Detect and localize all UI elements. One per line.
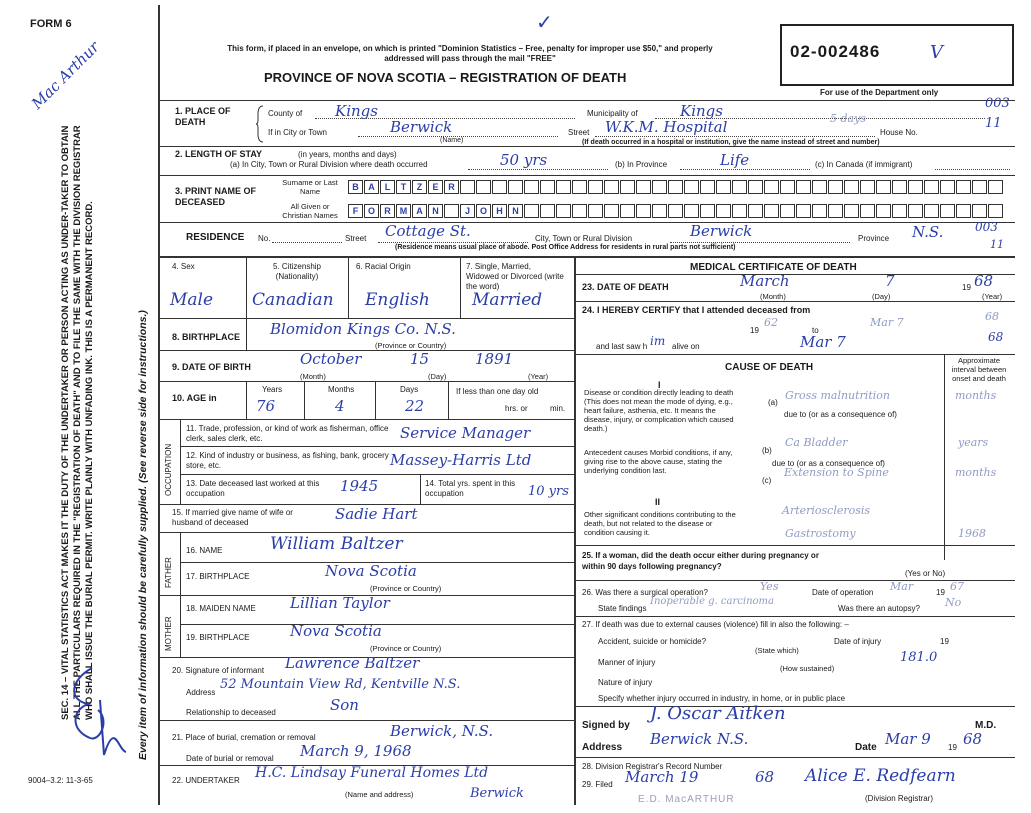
stay-province-value: Life (720, 151, 750, 169)
cause-c-interval: months (955, 466, 997, 479)
nature-label: Nature of injury (598, 678, 653, 687)
print-name-label: 3. PRINT NAME OF DECEASED (175, 186, 257, 207)
last-worked-label: 13. Date deceased last worked at this occupation (186, 479, 320, 498)
signed-by-label: Signed by (582, 720, 630, 731)
trade-label: 11. Trade, profession, or kind of work as fisherman, office clerk, sales clerk, etc. (186, 424, 389, 443)
postage-note: This form, if placed in an envelope, on which is printed "Dominion Statistics – Free, penalty for improper use $50," and properly addressed will pass through the mail "FREE" (227, 44, 713, 63)
year-hint: (Year) (528, 372, 549, 381)
residence-code-2: 11 (990, 238, 1004, 251)
name-cell (908, 180, 923, 194)
how-sustained-hint: (How sustained) (780, 664, 835, 673)
city-label: If in City or Town (268, 128, 327, 137)
mother-maiden: Lillian Taylor (290, 594, 390, 612)
att-to: Mar 7 (870, 316, 904, 329)
mother-birthplace: Nova Scotia (290, 622, 382, 640)
name-cell (780, 204, 795, 218)
surname-label: Surname or Last Name (282, 178, 338, 196)
op-year: 67 (950, 580, 964, 593)
death-day-hint: (Day) (872, 292, 891, 301)
name-cell (764, 204, 779, 218)
residence-province: N.S. (912, 223, 944, 241)
other-condition-2: Gastrostomy (785, 527, 856, 540)
months-label: Months (328, 385, 355, 394)
name-cell (892, 204, 907, 218)
name-cell (668, 204, 683, 218)
name-cell (988, 180, 1003, 194)
month-hint: (Month) (300, 372, 326, 381)
burial-date-label: Date of burial or removal (186, 754, 274, 763)
age-months: 4 (335, 397, 345, 415)
residence-city-label: City, Town or Rural Division (535, 234, 633, 243)
manner-label: Manner of injury (598, 658, 656, 667)
dept-use-label: For use of the Department only (820, 88, 939, 97)
residence-no-label: No. (258, 234, 271, 243)
informant-address: 52 Mountain View Rd, Kentville N.S. (220, 677, 461, 692)
stamp-days: 5 days (830, 112, 866, 125)
name-cell (540, 204, 555, 218)
name-hint: (Name) (440, 137, 464, 144)
sex-label: 4. Sex (172, 262, 195, 271)
other-condition-1: Arteriosclerosis (782, 504, 871, 517)
name-cell: N (428, 204, 443, 218)
citizenship-value: Canadian (252, 290, 334, 310)
occupation-side-label: OCCUPATION (164, 443, 173, 496)
name-cell: R (444, 180, 459, 194)
alive-year: 68 (988, 330, 1004, 344)
autopsy-label: Was there an autopsy? (838, 604, 920, 613)
part-two-label: II (655, 497, 661, 507)
other-interval: 1968 (958, 527, 986, 540)
name-cell: N (508, 204, 523, 218)
trade-value: Service Manager (400, 424, 531, 442)
province-country-hint: (Province or Country) (375, 341, 447, 350)
death-day: 7 (885, 272, 895, 290)
stay-province-label: (b) In Province (615, 160, 668, 169)
external-label: 27. If death was due to external causes (violence) fill in also the following: – (582, 620, 849, 629)
day-hint: (Day) (428, 372, 447, 381)
cause-b-label: (b) (762, 446, 772, 455)
name-cell (876, 180, 891, 194)
cause-b-interval: years (958, 436, 989, 449)
dob-label: 9. DATE OF BIRTH (172, 362, 251, 372)
page-title: PROVINCE OF NOVA SCOTIA – REGISTRATION OF DEATH (264, 70, 627, 85)
burial-date: March 9, 1968 (300, 742, 412, 760)
age-years: 76 (256, 397, 276, 415)
undertaker-sub: (Name and address) (345, 790, 414, 799)
injury-year-prefix: 19 (940, 637, 949, 646)
name-cell (940, 204, 955, 218)
cause-a-label: (a) (768, 398, 778, 407)
cause-c: Extension to Spine (784, 466, 889, 479)
name-cell (924, 204, 939, 218)
other-conditions-label: Other significant conditions contributing to the death, but not related to the disease or condition causing it. (584, 510, 736, 537)
name-cell (924, 180, 939, 194)
given-names-label: All Given or Christian Names (282, 202, 338, 220)
name-cell (716, 180, 731, 194)
industry-label: 12. Kind of industry or business, as fishing, bank, grocery store, etc. (186, 451, 389, 470)
name-cell: A (364, 180, 379, 194)
hrs-label: hrs. or (505, 404, 528, 413)
industry-value: Massey-Harris Ltd (390, 451, 532, 469)
name-cell (684, 180, 699, 194)
initials-signature (60, 660, 130, 760)
yes-no-hint: (Yes or No) (905, 569, 946, 578)
att-to-year: 68 (985, 310, 999, 323)
municipality-value: Kings (680, 102, 723, 120)
surgery-value: Yes (760, 580, 779, 593)
mother-province-hint: (Province or Country) (370, 644, 442, 653)
name-cell: M (396, 204, 411, 218)
father-birthplace: Nova Scotia (325, 562, 417, 580)
house-label: House No. (880, 128, 918, 137)
days-label: Days (400, 385, 419, 394)
name-cell (556, 204, 571, 218)
father-province-hint: (Province or Country) (370, 584, 442, 593)
mother-maiden-label: 18. MAIDEN NAME (186, 604, 256, 613)
name-cell (652, 180, 667, 194)
name-cell (764, 180, 779, 194)
burial-place: Berwick, N.S. (390, 722, 494, 740)
physician-address-label: Address (582, 742, 623, 753)
name-cell (652, 204, 667, 218)
street-label: Street (568, 128, 590, 137)
name-cell (780, 180, 795, 194)
specify-label: Specify whether injury occurred in industry, in home, or in public place (598, 694, 846, 703)
name-cell (892, 180, 907, 194)
name-cell (508, 180, 523, 194)
name-cell: J (460, 204, 475, 218)
name-cell (748, 204, 763, 218)
length-of-stay-label: 2. LENGTH OF STAY (175, 149, 263, 159)
municipality-code: 003 (985, 96, 1010, 111)
name-cell (636, 180, 651, 194)
last-saw-fill: im (650, 334, 666, 348)
cert-date: Mar 9 (885, 730, 931, 748)
name-cell (700, 180, 715, 194)
relationship-value: Son (330, 696, 359, 714)
residence-note: (Residence means usual place of abode. Post Office Address for residents in rural parts not sufficient) (395, 244, 736, 251)
name-cell (748, 180, 763, 194)
name-cell (956, 180, 971, 194)
cause-title: CAUSE OF DEATH (725, 362, 814, 373)
cause-a-interval: months (955, 389, 997, 402)
registrar-signature: Alice E. Redfearn (805, 766, 956, 786)
accident-label: Accident, suicide or homicide? (598, 637, 707, 646)
stay-city-value: 50 yrs (500, 151, 548, 169)
due-to-a: due to (or as a consequence of) (784, 410, 897, 419)
less-day-label: If less than one day old (456, 387, 539, 396)
municipality-label: Municipality of (587, 109, 638, 118)
undertaker-label: 22. UNDERTAKER (172, 776, 240, 785)
division-registrar-label: (Division Registrar) (865, 794, 934, 803)
filed-date: March 19 (625, 768, 699, 786)
name-cell: R (380, 204, 395, 218)
years-label: Years (262, 385, 283, 394)
surgery-label: 26. Was there a surgical operation? (582, 588, 708, 597)
name-cell (972, 180, 987, 194)
md-label: M.D. (975, 720, 997, 731)
marital-label: 7. Single, Married, Widowed or Divorced (write the word) (466, 262, 564, 291)
name-cell: L (380, 180, 395, 194)
pregnancy-label: 25. If a woman, did the death occur either during pregnancy or within 90 days following pregnancy? (582, 551, 819, 571)
filed-label: 29. Filed (582, 780, 613, 789)
sex-value: Male (170, 290, 214, 310)
residence-code: 003 (975, 220, 998, 234)
total-years-label: 14. Total yrs. spent in this occupation (425, 479, 516, 498)
att-from: 62 (764, 316, 778, 329)
residence-label: RESIDENCE (186, 232, 245, 243)
att-to-label: to (812, 326, 819, 335)
death-month-hint: (Month) (760, 292, 786, 301)
cause-a: Gross malnutrition (785, 389, 890, 402)
stay-city-label: (a) In City, Town or Rural Division where death occurred (230, 160, 428, 169)
name-cell (684, 204, 699, 218)
name-cell (604, 180, 619, 194)
certify-label: 24. I HEREBY CERTIFY that I attended deceased from (582, 305, 811, 315)
op-year-prefix: 19 (936, 588, 945, 597)
cert-year-prefix: 19 (948, 743, 957, 752)
birthplace-label: 8. BIRTHPLACE (172, 332, 241, 342)
dob-day: 15 (410, 350, 430, 368)
check-mark: ✓ (536, 12, 553, 34)
medical-title: MEDICAL CERTIFICATE OF DEATH (690, 262, 857, 273)
name-cell (524, 180, 539, 194)
given-names-grid (348, 204, 1004, 218)
op-date-label: Date of operation (812, 588, 874, 597)
spouse-label: 15. If married give name of wife or husband of deceased (172, 508, 293, 527)
death-year-hint: (Year) (982, 292, 1003, 301)
residence-street: Cottage St. (385, 222, 471, 240)
vertical-legal-notice: SEC. 14 – VITAL STATISTICS ACT MAKES IT THE DUTY OF THE UNDERTAKER OR PERSON ACTING AS UNDER-TAKER TO OBTAIN ALL THE PARTICULARS REQUIRED IN THE "REGISTRATION OF DEATH" AND TO FILE THE SAME WITH THE DIVISION REGISTRAR WHO SHALL ISSUE THE BURIAL PERMIT. WRITE PLAINLY WITH UNFADING INK. THIS IS A PERMANENT RECORD. (60, 125, 95, 720)
name-cell (876, 204, 891, 218)
name-cell (460, 180, 475, 194)
name-cell (668, 180, 683, 194)
racial-origin-value: English (365, 290, 430, 310)
findings-label: State findings (598, 604, 647, 613)
mother-birthplace-label: 19. BIRTHPLACE (186, 633, 250, 642)
name-cell (620, 204, 635, 218)
undertaker-addr: Berwick (470, 786, 524, 801)
brace-icon (255, 104, 265, 144)
name-cell: O (476, 204, 491, 218)
name-cell (956, 204, 971, 218)
cert-date-label: Date (855, 742, 877, 753)
antecedent-label: Antecedent causes Morbid conditions, if any, giving rise to the above cause, stating the underlying condition last. (584, 448, 733, 475)
father-name: William Baltzer (270, 534, 403, 554)
name-cell (940, 180, 955, 194)
marital-value: Married (472, 290, 543, 310)
father-birthplace-label: 17. BIRTHPLACE (186, 572, 250, 581)
record-number-label: 28. Division Registrar's Record Number (582, 762, 723, 771)
name-cell (812, 180, 827, 194)
name-cell (588, 180, 603, 194)
dob-month: October (300, 350, 362, 368)
direct-cause-label: Disease or condition directly leading to death (This does not mean the mode of dying, e.g., heart failure, asthenia, etc. It means the disease, injury, or complication which caused death.) (584, 388, 734, 433)
total-years-value: 10 yrs (528, 484, 569, 499)
name-cell: Z (412, 180, 427, 194)
min-label: min. (550, 404, 566, 413)
name-cell (860, 204, 875, 218)
informant-signature: Lawrence Baltzer (285, 654, 420, 672)
registrar-stamp: E.D. MacARTHUR (638, 794, 735, 805)
burial-place-label: 21. Place of burial, cremation or removal (172, 733, 316, 742)
name-cell (572, 180, 587, 194)
cause-c-label: (c) (762, 476, 772, 485)
name-cell (860, 180, 875, 194)
father-name-label: 16. NAME (186, 546, 223, 555)
age-days: 22 (405, 397, 425, 415)
manner-code: 181.0 (900, 650, 938, 665)
name-cell (636, 204, 651, 218)
name-cell (812, 204, 827, 218)
interval-label: Approximate interval between onset and death (951, 356, 1007, 383)
racial-origin-label: 6. Racial Origin (356, 262, 411, 271)
name-cell (828, 180, 843, 194)
state-which-hint: (State which) (755, 646, 799, 655)
name-cell: A (412, 204, 427, 218)
death-year-prefix: 19 (962, 283, 971, 292)
stay-canada-label: (c) In Canada (if immigrant) (815, 160, 913, 169)
part-one-label: I (658, 380, 661, 390)
name-cell (556, 180, 571, 194)
birthplace-value: Blomidon Kings Co. N.S. (270, 320, 456, 338)
name-cell: B (348, 180, 363, 194)
hospital-note: (If death occurred in a hospital or institution, give the name instead of street and number) (582, 139, 880, 146)
form-code: 9004–3.2: 11-3-65 (28, 776, 93, 785)
citizenship-label: 5. Citizenship (Nationality) (272, 262, 322, 281)
cause-b: Ca Bladder (785, 436, 848, 449)
name-cell (540, 180, 555, 194)
death-month: March (740, 272, 790, 290)
cert-year: 68 (963, 730, 983, 748)
due-to-b: due to (or as a consequence of) (772, 459, 885, 468)
physician-address: Berwick N.S. (650, 730, 749, 748)
informant-signature-label: 20. Signature of informant (172, 666, 265, 675)
name-cell (972, 204, 987, 218)
registration-number: 02-002486 (790, 42, 881, 61)
name-cell (908, 204, 923, 218)
name-cell (732, 204, 747, 218)
name-cell (716, 204, 731, 218)
surname-grid (348, 180, 1004, 194)
county-value: Kings (335, 102, 378, 120)
last-worked-value: 1945 (340, 477, 379, 495)
name-cell (572, 204, 587, 218)
relationship-label: Relationship to deceased (186, 708, 276, 717)
form-number: FORM 6 (30, 18, 72, 30)
name-cell (476, 180, 491, 194)
mother-side-label: MOTHER (164, 616, 173, 651)
name-cell (700, 204, 715, 218)
name-cell (524, 204, 539, 218)
name-cell (732, 180, 747, 194)
undertaker-name: H.C. Lindsay Funeral Homes Ltd (255, 765, 489, 781)
name-cell (828, 204, 843, 218)
name-cell: H (492, 204, 507, 218)
name-cell: F (348, 204, 363, 218)
physician-signature: J. Oscar Aitken (650, 703, 786, 724)
name-cell (492, 180, 507, 194)
name-cell (620, 180, 635, 194)
name-cell (796, 180, 811, 194)
place-of-death-label: 1. PLACE OF DEATH (175, 106, 231, 127)
alive-date: Mar 7 (800, 333, 846, 351)
residence-province-label: Province (858, 234, 890, 243)
att-from-prefix: 19 (750, 326, 759, 335)
house-value: 11 (985, 116, 1002, 131)
residence-city: Berwick (690, 222, 753, 240)
residence-street-label: Street (345, 234, 367, 243)
name-cell (988, 204, 1003, 218)
margin-handwritten-name: Mac Arthur (28, 37, 103, 113)
name-cell (604, 204, 619, 218)
age-label: 10. AGE in (172, 393, 217, 403)
death-year: 68 (974, 272, 994, 290)
name-cell (588, 204, 603, 218)
alive-on-label: alive on (672, 342, 700, 351)
vertical-instruction: Every item of information should be carefully supplied. (See reverse side for instructions.) (137, 310, 149, 760)
name-cell (844, 204, 859, 218)
last-saw-label: and last saw h (596, 342, 648, 351)
dob-year: 1891 (475, 350, 514, 368)
op-date: Mar (890, 580, 914, 593)
name-cell: O (364, 204, 379, 218)
autopsy-value: No (945, 596, 962, 609)
filed-year: 68 (755, 768, 775, 786)
registration-check: V (930, 42, 943, 63)
death-date-label: 23. DATE OF DEATH (582, 282, 669, 292)
name-cell: E (428, 180, 443, 194)
father-side-label: FATHER (164, 557, 173, 588)
findings-value: Inoperable g. carcinoma (650, 596, 774, 607)
informant-address-label: Address (186, 688, 216, 697)
name-cell (796, 204, 811, 218)
county-label: County of (268, 109, 303, 118)
length-of-stay-sub: (in years, months and days) (298, 150, 397, 159)
injury-date-label: Date of injury (834, 637, 882, 646)
spouse-value: Sadie Hart (335, 505, 418, 523)
city-value: Berwick (390, 118, 453, 136)
name-cell: T (396, 180, 411, 194)
street-value: W.K.M. Hospital (605, 118, 728, 136)
name-cell (844, 180, 859, 194)
name-cell (444, 204, 459, 218)
